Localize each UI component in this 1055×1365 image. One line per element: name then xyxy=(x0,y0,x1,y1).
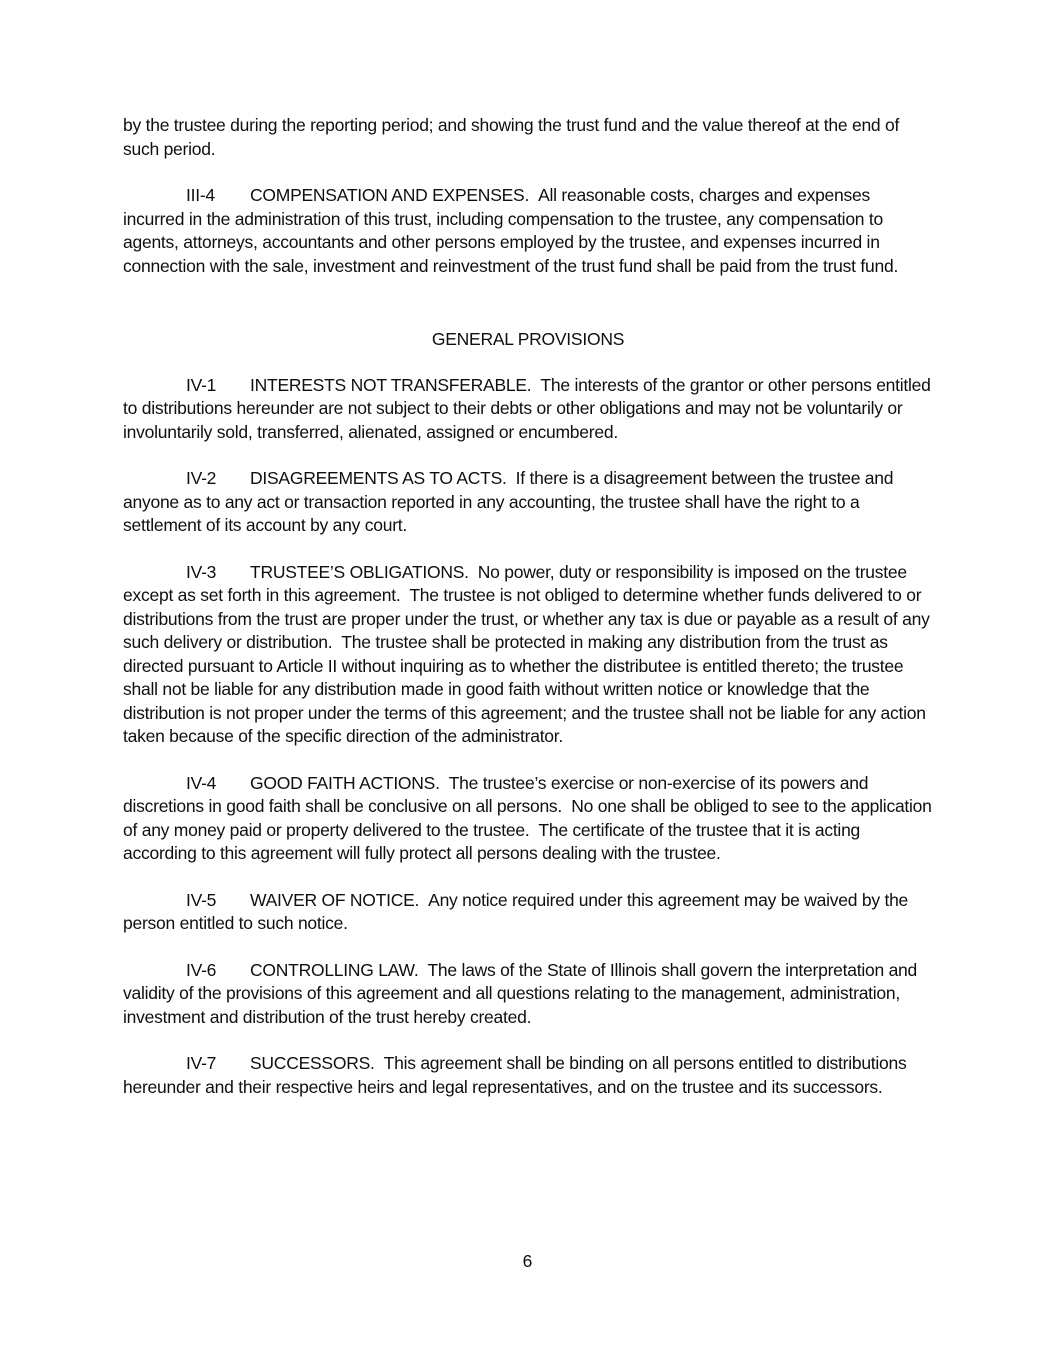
section-body: This agreement shall be binding on all persons entitled to distributions hereunder and their respective heirs and legal representatives, and on the trustee and its successors. xyxy=(123,1053,912,1097)
section-label: IV-5 xyxy=(186,889,217,910)
section-paragraph-iv-7 xyxy=(123,1052,933,1099)
section-body: If there is a disagreement between the trustee and anyone as to any act or transaction reported in any accounting, the trustee shall have the right to a settlement of its account by any court. xyxy=(123,468,898,535)
section-label: IV-4 xyxy=(186,772,217,793)
section-label: IV-6 xyxy=(186,959,217,980)
section-body: The trustee’s exercise or non-exercise of its powers and discretions in good faith shall be conclusive on all persons. No one shall be obliged to see to the application of any money paid or property delivered to the trustee. The certificate of the trustee that it is acting according to this agreement will fully protect all persons dealing with the trustee. xyxy=(123,772,937,863)
section-paragraph-iii-4 xyxy=(123,184,933,278)
section-label: IV-7 xyxy=(186,1053,217,1073)
section-label: IV-3 xyxy=(186,561,217,582)
section-title: TRUSTEE’S OBLIGATIONS. xyxy=(250,561,469,582)
general-provisions-heading: GENERAL PROVISIONS xyxy=(431,329,625,349)
section-title: GOOD FAITH ACTIONS. xyxy=(250,772,440,793)
section-paragraph-iv-5 xyxy=(123,889,933,936)
intro-text: by the trustee during the reporting period; and showing the trust fund and the value thereof at the end of such period. xyxy=(123,115,904,159)
section-body: No power, duty or responsibility is imposed on the trustee except as set forth in this agreement. The trustee is not obliged to determine whether funds delivered to or distributions from the trust are proper under the trust, or whether any tax is due or payable as a result of any such delivery or distribution. The trustee shall be protected in making any distribution from the trust as directed pursuant to Article II without inquiring as to whether the distributee is entitled thereto; the trustee shall not be liable for any distribution made in good faith without written notice or knowledge that the distribution is not proper under the terms of this agreement; and the trustee shall not be liable for any action taken because of the specific direction of the administrator. xyxy=(123,561,935,746)
section-label: IV-1 xyxy=(186,374,217,395)
section-body: Any notice required under this agreement may be waived by the person entitled to such notice. xyxy=(123,889,913,933)
section-body: The interests of the grantor or other persons entitled to distributions hereunder are not subject to their debts or other obligations and may not be voluntarily or involuntarily sold, transferred, alienated, assigned or encumbered. xyxy=(123,374,936,442)
section-paragraph-iv-4 xyxy=(123,772,937,866)
section-title: DISAGREEMENTS AS TO ACTS. xyxy=(250,468,507,488)
section-title: CONTROLLING LAW. xyxy=(250,959,419,980)
intro-paragraph xyxy=(123,114,933,161)
section-paragraph-iv-1 xyxy=(123,374,936,445)
section-paragraph-iv-6 xyxy=(123,959,933,1030)
section-title: COMPENSATION AND EXPENSES. xyxy=(250,185,530,205)
document-content xyxy=(123,114,937,1122)
section-paragraph-iv-3 xyxy=(123,561,933,749)
section-title: INTERESTS NOT TRANSFERABLE. xyxy=(250,374,532,395)
page-number: 6 xyxy=(522,1251,533,1271)
section-label: III-4 xyxy=(186,185,215,205)
section-title: WAIVER OF NOTICE. xyxy=(250,889,420,910)
section-body: The laws of the State of Illinois shall govern the interpretation and validity of the provisions of this agreement and all questions relating to the management, administration, investment and distribution of the trust hereby created. xyxy=(123,959,922,1027)
section-title: SUCCESSORS. xyxy=(250,1053,375,1073)
section-paragraph-iv-2 xyxy=(123,467,933,538)
section-body: All reasonable costs, charges and expenses incurred in the administration of this trust, including compensation to the trustee, any compensation to agents, attorneys, accountants and other persons employed by the trustee, and expenses incurred in connection with the sale, investment and reinvestment of the trust fund shall be paid from the trust fund. xyxy=(123,185,899,276)
section-label: IV-2 xyxy=(186,468,217,488)
